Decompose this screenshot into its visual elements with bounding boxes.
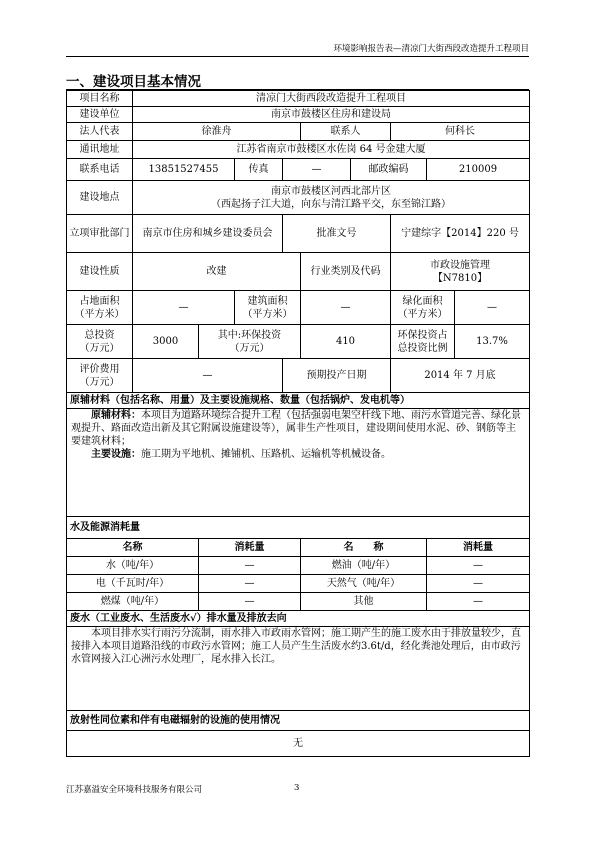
legal-rep: 徐淮舟 (133, 123, 301, 141)
green-area-label-line-2: （平方米） (397, 308, 448, 320)
energy-row (67, 575, 530, 593)
materials-title: 原辅材料（包括名称、用量）及主要设施规格、数量（包括锅炉、发电机等） (67, 393, 530, 409)
industry-line-1: 市政设施管理 (430, 259, 491, 271)
energy-name: 燃煤（吨/年） (67, 593, 199, 611)
energy-name: 电（千瓦时/年） (67, 575, 199, 593)
env-ratio-label-line-2: 总投资比例 (397, 342, 448, 354)
green-area-label (391, 291, 455, 325)
energy-value: — (427, 575, 530, 593)
address-label: 通讯地址 (67, 141, 133, 159)
postcode: 210009 (427, 159, 530, 181)
land-area-label (67, 291, 133, 325)
env-ratio-label-line-1: 环保投资占 (397, 329, 448, 341)
building-area-label-line-1: 建筑面积 (247, 295, 288, 307)
energy-col-name-2: 名 称 (301, 539, 427, 557)
materials-body (67, 409, 530, 517)
invest-label (67, 325, 133, 359)
radiation-text: 无 (67, 731, 530, 757)
equipment-text: 施工期为平地机、摊铺机、压路机、运输机等机械设备。 (141, 449, 391, 460)
wastewater-text: 本项目排水实行雨污分流制，雨水排入市政雨水管网；施工期产生的施工废水由于排放量较少，直接排入本项目道路沿线的市政污水管网；施工人员产生生活废水约3.6t/d，经化粪池处理后，由市政污水管网接入江心洲污水处理厂，尾水排入长江。 (71, 628, 521, 665)
project-info-table (66, 90, 530, 757)
legal-rep-label: 法人代表 (67, 123, 133, 141)
env-invest-label (199, 325, 301, 359)
phone: 13851527455 (133, 159, 235, 181)
industry-label: 行业类别及代码 (301, 253, 391, 291)
location-line-2: （西起扬子江大道，向东与清江路平交，东至锦江路） (211, 198, 452, 210)
location (133, 181, 530, 215)
energy-row (67, 593, 530, 611)
start-date-label: 预期投产日期 (283, 359, 391, 393)
land-area-label-line-1: 占地面积 (79, 295, 120, 307)
project-name-label: 项目名称 (67, 91, 133, 107)
equipment-label: 主要设施： (91, 449, 141, 460)
land-area-label-line-2: （平方米） (74, 308, 125, 320)
section-title: 一、建设项目基本情况 (66, 74, 201, 90)
env-ratio-label (391, 325, 455, 359)
postcode-label: 邮政编码 (351, 159, 427, 181)
industry-line-2: 【N7810】 (432, 272, 488, 284)
eval-fee-label (67, 359, 133, 393)
header-rule (66, 56, 529, 57)
energy-value: — (427, 593, 530, 611)
energy-value: — (199, 557, 301, 575)
approval-no: 宁建综字【2014】220 号 (391, 215, 530, 253)
address: 江苏省南京市鼓楼区水佐岗 64 号金建大厦 (133, 141, 530, 159)
eval-fee-label-line-2: （万元） (79, 376, 120, 388)
builder-label: 建设单位 (67, 107, 133, 123)
building-area: — (301, 291, 391, 325)
contact-label: 联系人 (301, 123, 391, 141)
eval-fee-label-line-1: 评价费用 (79, 363, 120, 375)
building-area-label (235, 291, 301, 325)
energy-col-use-2: 消耗量 (427, 539, 530, 557)
approval-no-label: 批准文号 (283, 215, 391, 253)
energy-name: 其他 (301, 593, 427, 611)
wastewater-body (67, 627, 530, 711)
energy-row (67, 557, 530, 575)
fax: — (283, 159, 351, 181)
land-area: — (133, 291, 235, 325)
green-area: — (455, 291, 530, 325)
footer-company: 江苏嘉溢安全环境科技服务有限公司 (66, 785, 203, 795)
energy-name: 燃油（吨/年） (301, 557, 427, 575)
energy-value: — (199, 593, 301, 611)
page-number: 3 (294, 783, 300, 793)
fax-label: 传真 (235, 159, 283, 181)
invest-label-line-1: 总投资 (84, 329, 115, 341)
green-area-label-line-1: 绿化面积 (402, 295, 443, 307)
eval-fee: — (133, 359, 283, 393)
contact: 何科长 (391, 123, 530, 141)
raw-materials-text: 本项目为道路环境综合提升工程（包括强弱电架空杆线下地、雨污水管道完善、绿化景观提升、路面改造出新及其它附属设施建设等），属非生产性项目，建设期间使用水泥、砂、钢筋等主要建筑材料； (71, 410, 521, 447)
approval-dept-label: 立项审批部门 (67, 215, 133, 253)
energy-name: 天然气（吨/年） (301, 575, 427, 593)
wastewater-title: 废水（工业废水、生活废水√）排水量及排放去向 (67, 611, 530, 627)
energy-value: — (427, 557, 530, 575)
raw-materials-label: 原辅材料： (91, 410, 141, 421)
env-invest: 410 (301, 325, 391, 359)
nature: 改建 (133, 253, 301, 291)
energy-title: 水及能源消耗量 (67, 517, 530, 539)
energy-value: — (199, 575, 301, 593)
phone-label: 联系电话 (67, 159, 133, 181)
energy-col-name: 名称 (67, 539, 199, 557)
approval-dept: 南京市住房和城乡建设委员会 (133, 215, 283, 253)
location-line-1: 南京市鼓楼区河西北部片区 (271, 185, 392, 197)
radiation-title: 放射性同位素和伴有电磁辐射的设施的使用情况 (67, 711, 530, 731)
page-header: 环境影响报告表—清凉门大街西段改造提升工程项目 (333, 44, 529, 54)
start-date: 2014 年 7 月底 (391, 359, 530, 393)
building-area-label-line-2: （平方米） (242, 308, 293, 320)
energy-name: 水（吨/年） (67, 557, 199, 575)
invest: 3000 (133, 325, 199, 359)
invest-label-line-2: （万元） (79, 342, 120, 354)
project-name: 清凉门大街西段改造提升工程项目 (133, 91, 530, 107)
env-ratio: 13.7% (455, 325, 530, 359)
nature-label: 建设性质 (67, 253, 133, 291)
builder: 南京市鼓楼区住房和建设局 (133, 107, 530, 123)
energy-col-use: 消耗量 (199, 539, 301, 557)
env-invest-label-line-1: 其中:环保投资 (217, 329, 282, 341)
industry (391, 253, 530, 291)
location-label: 建设地点 (67, 181, 133, 215)
env-invest-label-line-2: （万元） (229, 342, 270, 354)
